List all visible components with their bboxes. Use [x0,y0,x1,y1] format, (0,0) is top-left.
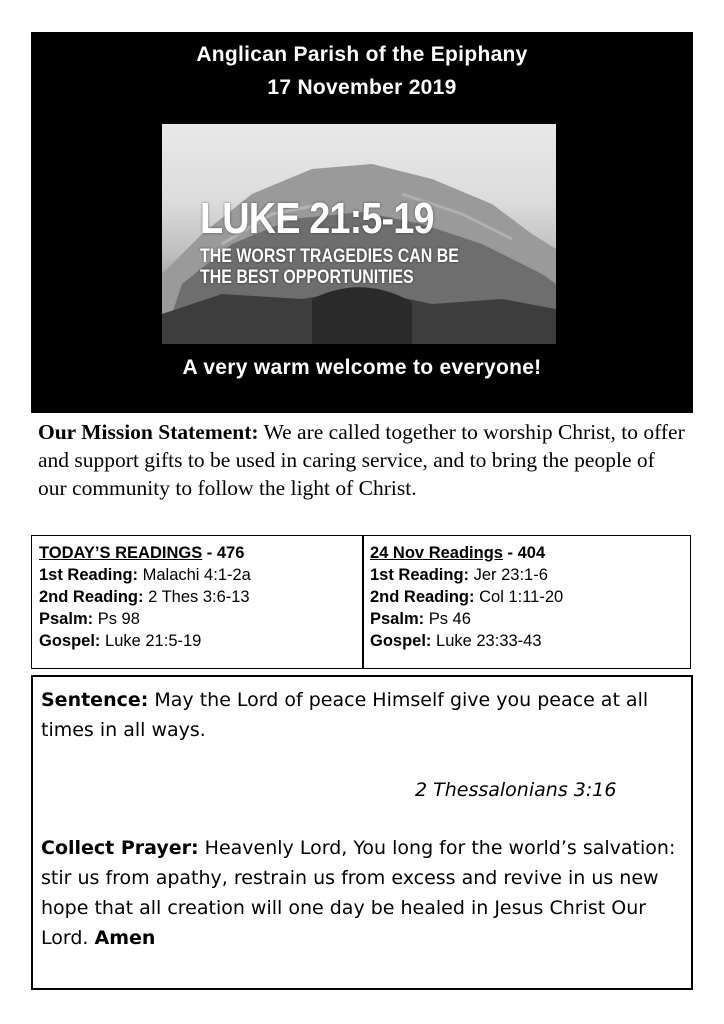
sentence [41,685,687,745]
sentence-text: May the Lord of peace Himself give you peace at all times in all ways. [41,689,649,741]
reading-row: Psalm: Ps 46 [370,610,471,628]
parish-title: Anglican Parish of the Epiphany [196,43,528,66]
todays-readings-heading: TODAY’S READINGS - 476 [39,544,245,562]
service-date: 17 November 2019 [267,76,457,99]
reading-row: Gospel: Luke 21:5-19 [39,632,202,650]
reading-row: Psalm: Ps 98 [39,610,140,628]
todays-readings [39,542,251,652]
next-week-readings [370,542,563,652]
sermon-image [162,124,556,344]
reading-row: 1st Reading: Jer 23:1-6 [370,566,548,584]
reading-row: Gospel: Luke 23:33-43 [370,632,542,650]
sentence-reference: 2 Thessalonians 3:16 [415,779,617,801]
sentence-collect-box [31,675,693,990]
next-readings-heading: 24 Nov Readings - 404 [370,544,546,562]
sentence-label: Sentence: [41,689,149,711]
collect-prayer [41,833,687,953]
header-banner [31,32,693,413]
sermon-subline-1: THE WORST TRAGEDIES CAN BE [200,246,459,267]
welcome-message: A very warm welcome to everyone! [182,356,542,379]
mission-statement [38,418,688,502]
reading-row: 2nd Reading: Col 1:11-20 [370,588,564,606]
collect-text: Heavenly Lord, You long for the world’s salvation: stir us from apathy, restrain us from excess and revive in us new hope that all creation will one day be healed in Jesus Christ Our Lord. [41,837,676,949]
mission-label: Our Mission Statement: [38,420,259,444]
reading-row: 2nd Reading: 2 Thes 3:6-13 [39,588,250,606]
readings-divider [362,536,364,668]
collect-amen: Amen [94,927,156,949]
reading-row: 1st Reading: Malachi 4:1-2a [39,566,251,584]
readings-table [31,535,691,669]
mission-text: We are called together to worship Christ, to offer and support gifts to be used in caring service, and to bring the people of our community to follow the light of Christ. [38,420,685,500]
collect-label: Collect Prayer: [41,837,199,859]
sermon-subline-2: THE BEST OPPORTUNITIES [200,267,414,288]
sermon-headline: LUKE 21:5-19 [200,194,434,243]
